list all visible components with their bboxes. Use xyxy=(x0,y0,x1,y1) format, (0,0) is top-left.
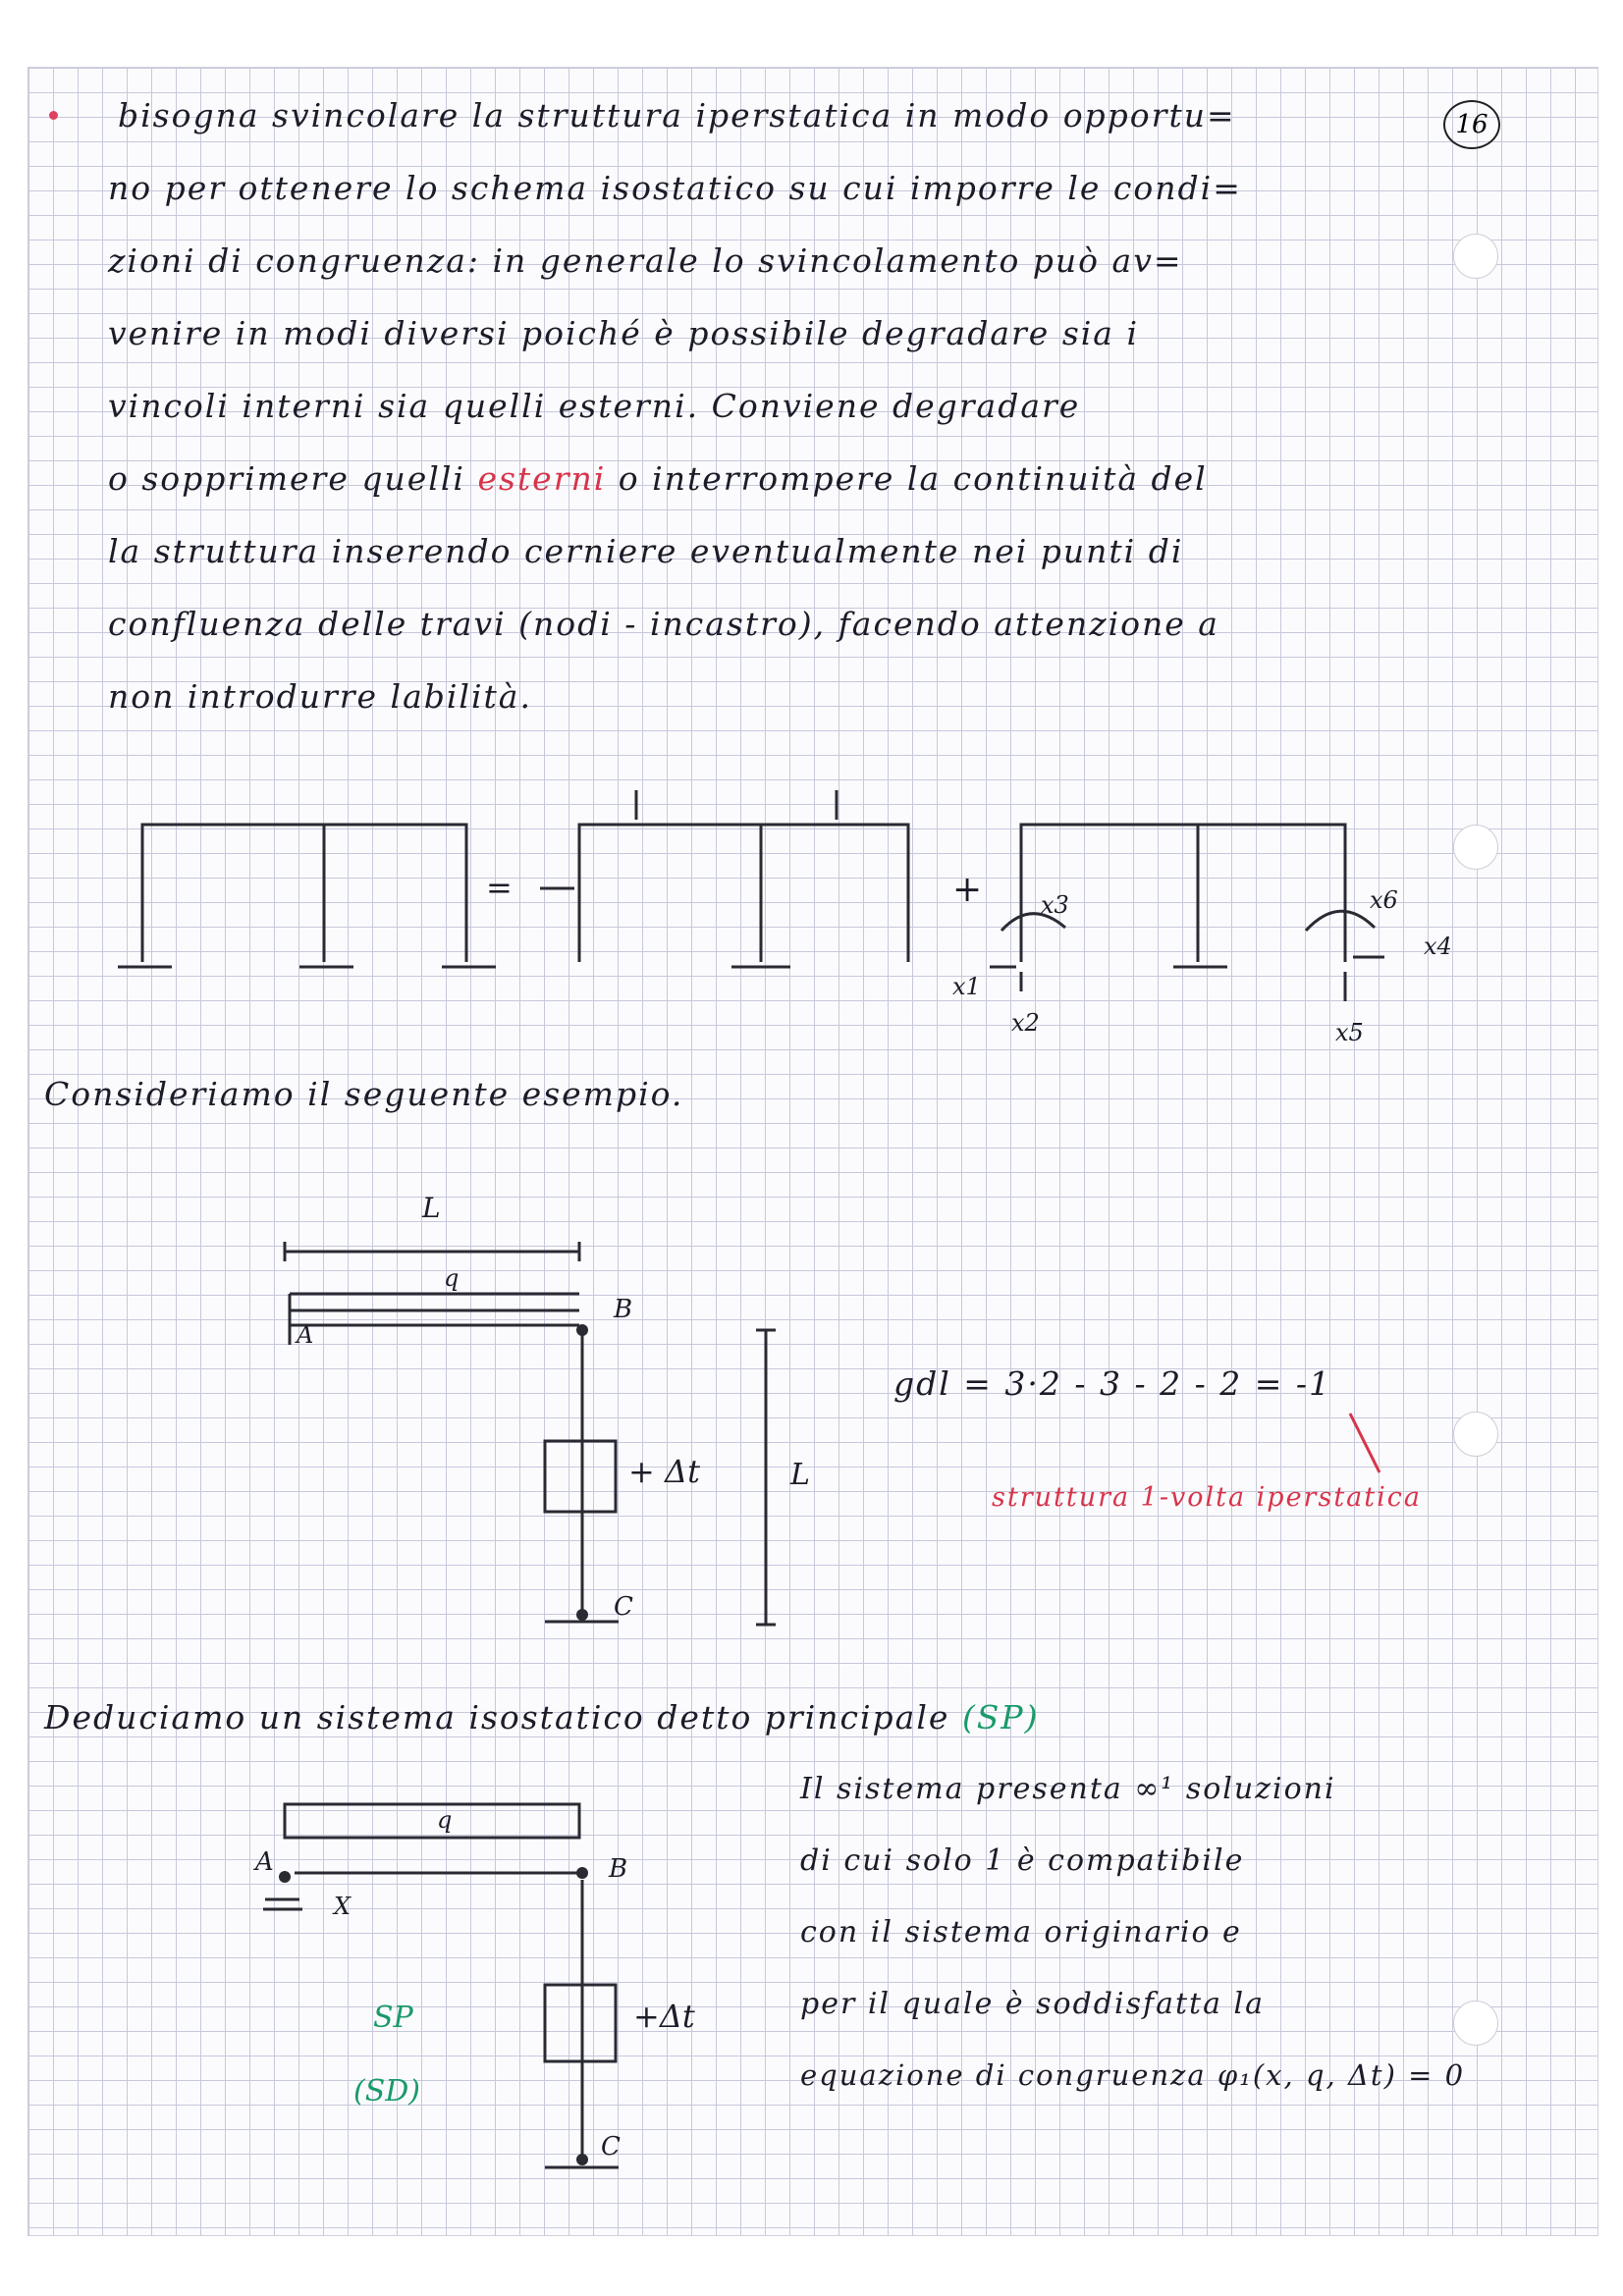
principal-tag: (SP) xyxy=(961,1698,1040,1736)
label-x3: x3 xyxy=(1041,891,1069,919)
frame-released xyxy=(1021,825,1345,962)
frame-loaded xyxy=(579,825,908,962)
principal-heading-text: Deduciamo un sistema isostatico detto principale xyxy=(44,1698,950,1736)
principal-heading xyxy=(44,1698,1040,1736)
structure-note: struttura 1-volta iperstatica xyxy=(992,1482,1422,1513)
sd-label: (SD) xyxy=(353,2074,421,2109)
paragraph-line: zioni di congruenza: in generale lo svincolamento può av= xyxy=(108,241,1183,280)
label-x1: x1 xyxy=(952,973,981,1000)
paragraph-line: venire in modi diversi poiché è possibile degradare sia i xyxy=(108,314,1140,352)
point-b-label: B xyxy=(614,1295,633,1324)
thermal-label: +Δt xyxy=(633,1998,695,2035)
paragraph-text: o sopprimere quelli xyxy=(108,459,465,498)
paragraph-line: confluenza delle travi (nodi - incastro), facendo attenzione a xyxy=(108,605,1219,643)
thermal-label: + Δt xyxy=(628,1453,700,1490)
plus-sign: + xyxy=(952,870,983,910)
load-label: q xyxy=(437,1806,453,1834)
load-label: q xyxy=(444,1264,460,1292)
paragraph-text: o interrompere la continuità del xyxy=(618,459,1208,498)
frame-original xyxy=(142,825,466,962)
note-line: con il sistema originario e xyxy=(800,1915,1242,1949)
point-a-label: A xyxy=(255,1847,274,1877)
paragraph-line: non introdurre labilità. xyxy=(108,677,532,716)
point-b-label: B xyxy=(609,1854,628,1884)
paragraph-line: no per ottenere lo schema isostatico su cui imporre le condi= xyxy=(108,169,1242,207)
label-x2: x2 xyxy=(1011,1009,1040,1037)
label-x4: x4 xyxy=(1424,933,1452,960)
length-label: L xyxy=(422,1192,441,1224)
height-label: L xyxy=(790,1458,810,1492)
point-a-label: A xyxy=(297,1321,314,1349)
note-line: equazione di congruenza φ₁(x, q, Δt) = 0 xyxy=(800,2058,1466,2092)
label-x6: x6 xyxy=(1370,886,1398,914)
highlighted-word: esterni xyxy=(477,459,607,498)
equals-sign: = xyxy=(486,869,513,906)
paragraph-line: bisogna svincolare la struttura iperstatica in modo opportu= xyxy=(118,96,1236,134)
note-line: Il sistema presenta ∞¹ soluzioni xyxy=(800,1772,1336,1806)
point-c-label: C xyxy=(614,1592,633,1622)
note-line: di cui solo 1 è compatibile xyxy=(800,1843,1245,1878)
paragraph-line: vincoli interni sia quelli esterni. Conviene degradare xyxy=(108,387,1081,425)
dof-equation: gdl = 3·2 - 3 - 2 - 2 = -1 xyxy=(893,1364,1332,1403)
page-number: 16 xyxy=(1443,100,1500,149)
x-label: X xyxy=(334,1893,352,1920)
note-line: per il quale è soddisfatta la xyxy=(800,1987,1266,2021)
point-c-label: C xyxy=(601,2132,621,2162)
paragraph-line: la struttura inserendo cerniere eventualmente nei punti di xyxy=(108,532,1184,570)
sp-label: SP xyxy=(373,2001,413,2035)
label-x5: x5 xyxy=(1335,1019,1364,1046)
example-heading: Consideriamo il seguente esempio. xyxy=(44,1075,684,1113)
